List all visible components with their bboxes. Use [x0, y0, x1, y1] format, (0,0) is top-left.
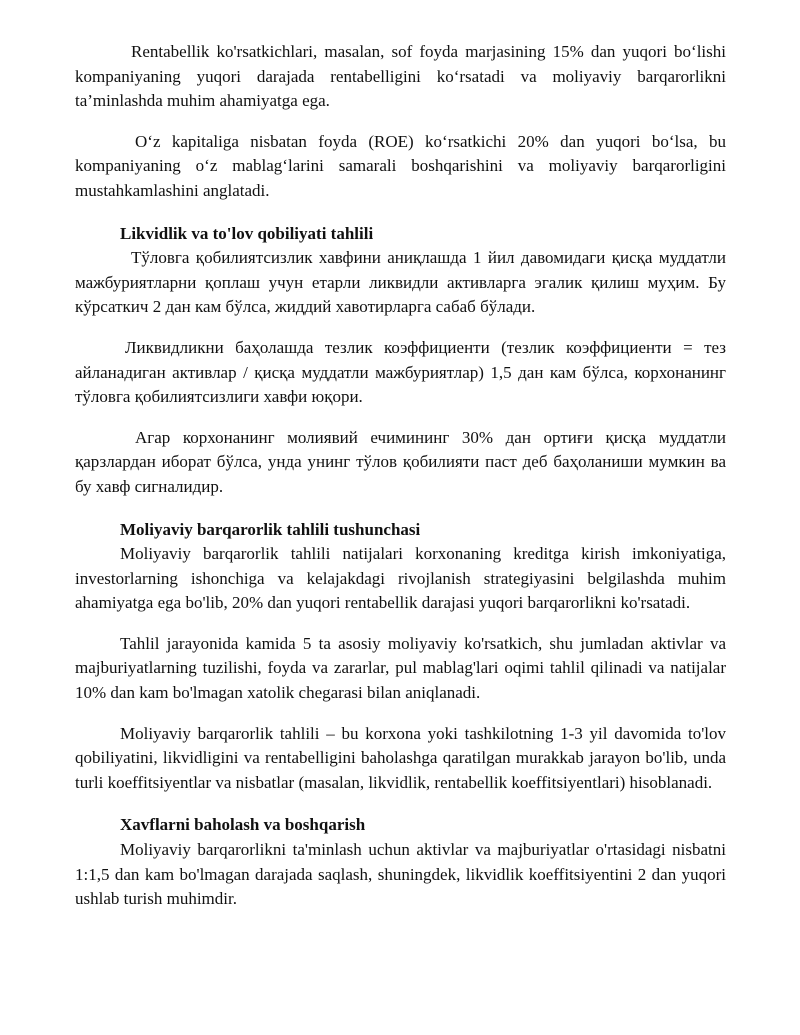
paragraph-insolvency-risk: Тўловга қобилиятсизлик хавфини аниқлашда 1 йил давомидаги қисқа муддатли мажбуриятларни қоплаш учун етарли ликвидли активларга эгалик қилиш муҳим. Бу кўрсаткич 2 дан кам бўлса, жиддий хавотирларга сабаб бўлади.	[75, 248, 726, 317]
paragraph-quick-ratio: Ликвидликни баҳолашда тезлик коэффициенти (тезлик коэффициенти = тез айланадиган активлар / қисқа муддатли мажбуриятлар) 1,5 дан кам бўлса, корхонанинг тўловга қобилиятсизлиги хавфи юқори.	[75, 337, 726, 407]
paragraph-net-profit-margin: Rentabellik ko'rsatkichlari, masalan, sof foyda marjasining 15% dan yuqori bo‘lishi kompaniyaning yuqori darajada rentabelligini ko‘rsatadi va moliyaviy barqarorlikni ta’minlashda muhim ahamiyatga ega.	[75, 42, 726, 111]
paragraph-analysis-process: Tahlil jarayonida kamida 5 ta asosiy moliyaviy ko'rsatkich, shu jumladan aktivlar va majburiyatlarning tuzilishi, foyda va zararlar, pul mablag'lari oqimi tahlil qilinadi va natijalar 10% dan kam bo'lmagan xatolik chegarasi bilan aniqlanadi.	[75, 633, 726, 703]
paragraph-roe: O‘z kapitaliga nisbatan foyda (ROE) ko‘rsatkichi 20% dan yuqori bo‘lsa, bu kompaniyaning o‘z mablag‘larini samarali boshqarishini va moliyaviy barqarorligini mustahkamlashini anglatadi.	[75, 131, 726, 200]
heading-stability-analysis-concept: Moliyaviy barqarorlik tahlili tushunchasi	[120, 519, 421, 539]
heading-risk-assessment: Xavflarni baholash va boshqarish	[120, 815, 366, 835]
paragraph-asset-liability-ratio: Moliyaviy barqarorlikni ta'minlash uchun aktivlar va majburiyatlar o'rtasidagi nisbatni 1:1,5 dan kam bo'lmagan darajada saqlash, shuningdek, likvidlik koeffitsiyentini 2 dan yuqori ushlab turish muhimdir.	[75, 840, 726, 909]
paragraph-analysis-results: Moliyaviy barqarorlik tahlili natijalari korxonaning kreditga kirish imkoniyatiga, investorlarning ishonchiga va kelajakdagi rivojlanish strategiyasini belgilashda muhim ahamiyatga ega bo'lib, 20% dan yuqori rentabellik darajasi yuqori barqarorlikni ko'rsatadi.	[75, 544, 726, 613]
paragraph-short-term-debt: Агар корхонанинг молиявий ечимининг 30% дан ортиғи қисқа муддатли қарзлардан иборат бўлса, унда унинг тўлов қобилияти паст деб баҳоланиши мумкин ва бу хавф сигналидир.	[75, 427, 726, 496]
paragraph-stability-definition: Moliyaviy barqarorlik tahlili – bu korxona yoki tashkilotning 1-3 yil davomida to'lov qobiliyatini, likvidligini va rentabelligini baholashga qaratilgan murakkab jarayon bo'lib, unda turli koeffitsiyentlar va nisbatlar (masalan, likvidlik, rentabellik koeffitsiyentlari) hisoblanadi.	[75, 723, 726, 792]
heading-liquidity-solvency: Likvidlik va to'lov qobiliyati tahlili	[120, 223, 374, 243]
